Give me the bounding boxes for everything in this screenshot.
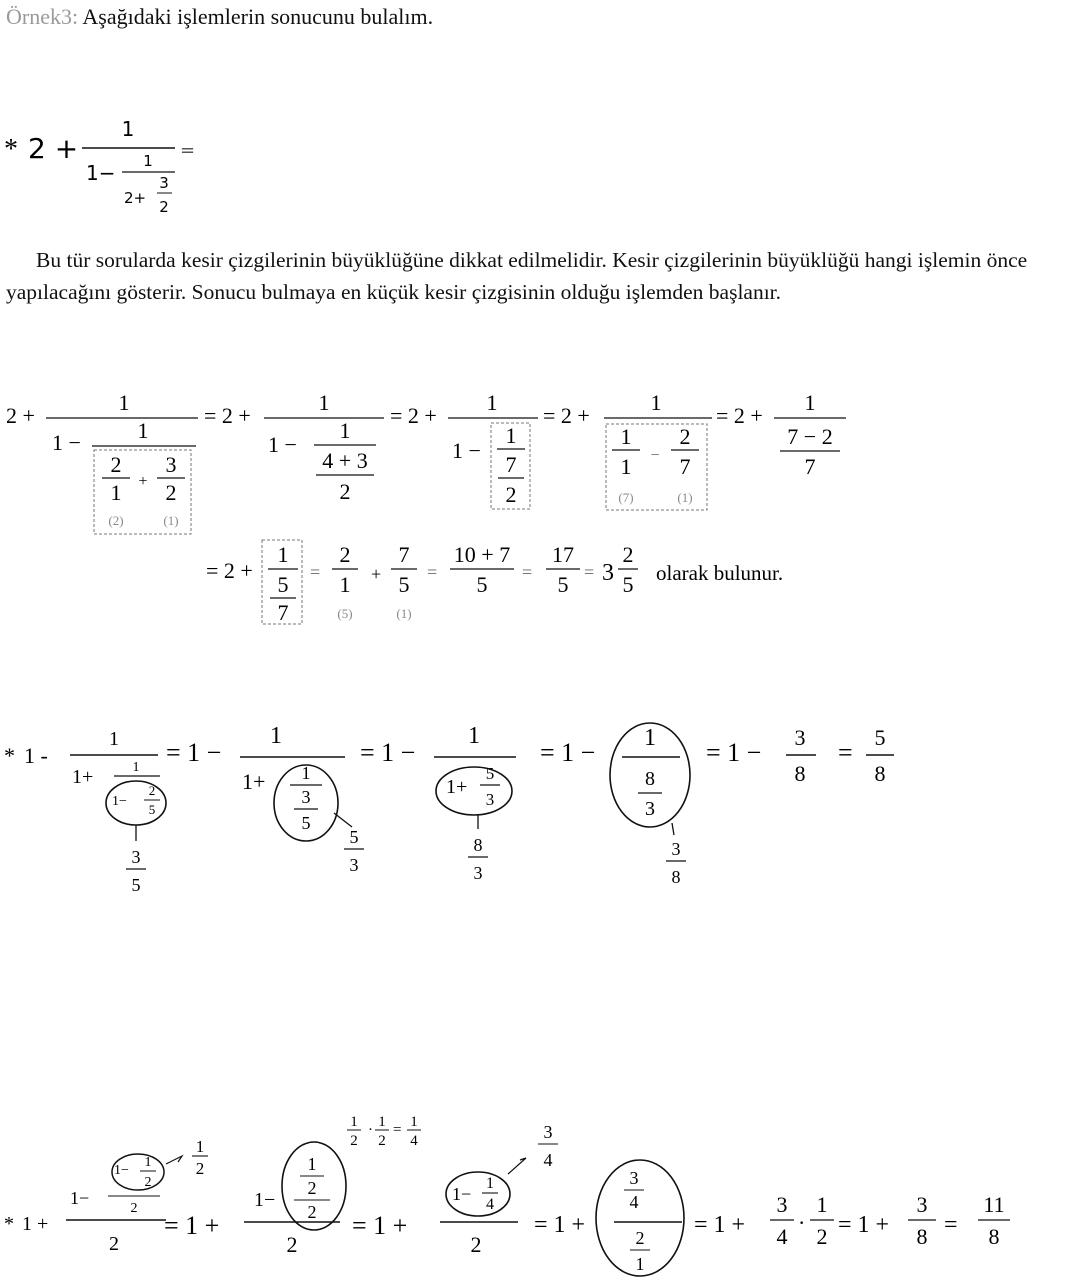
p2-s3-den-num: 5 bbox=[485, 764, 495, 783]
s1-mid: 1 − bbox=[52, 430, 81, 455]
r2-mult2: (1) bbox=[396, 606, 412, 621]
sol1-step4 bbox=[543, 390, 712, 510]
problem2-work bbox=[0, 715, 1080, 905]
p2-s5-den: 8 bbox=[794, 761, 806, 786]
p2-s3-den: 1+ bbox=[446, 776, 468, 798]
explanation-paragraph bbox=[6, 244, 1076, 308]
r2-c-den: 5 bbox=[476, 572, 488, 597]
p1-lead: 2 + bbox=[28, 132, 79, 165]
r2-tail: olarak bulunur. bbox=[656, 561, 784, 585]
p3-c1-num: 1 bbox=[144, 1155, 152, 1170]
example-label-sep: : bbox=[71, 4, 79, 29]
s1-plus: + bbox=[138, 473, 148, 490]
r2-e-den: 5 bbox=[622, 572, 634, 597]
p3-s2-note-p1n: 1 bbox=[350, 1114, 358, 1130]
s4-b-num: 2 bbox=[679, 424, 691, 449]
sol1-step2 bbox=[204, 390, 384, 504]
s5-eq: = 2 + bbox=[716, 403, 763, 428]
s4-a-den: 1 bbox=[620, 454, 632, 479]
p3-s3-a-den: 4 bbox=[486, 1196, 494, 1213]
s2-eq: = 2 + bbox=[204, 403, 251, 428]
p2-s4-num: 1 bbox=[644, 725, 656, 751]
p2-s6-eq: = bbox=[838, 738, 853, 767]
p3-s2-note-p1d: 2 bbox=[350, 1133, 358, 1149]
r2-a-den: 1 bbox=[339, 572, 351, 597]
solution1-row2 bbox=[0, 536, 1080, 636]
p3-s2-note-rd: 4 bbox=[410, 1133, 418, 1149]
p3-s2-note-p2d: 2 bbox=[378, 1133, 386, 1149]
p3-num-lead: 1− bbox=[70, 1188, 90, 1208]
p3-s3-num-lead: 1− bbox=[452, 1184, 472, 1204]
p2-s6-num: 5 bbox=[874, 725, 886, 750]
p2-s3-num: 1 bbox=[468, 723, 480, 749]
s1-num: 1 bbox=[118, 390, 130, 415]
p3-den: 2 bbox=[109, 1233, 119, 1255]
r2-eq2: = bbox=[427, 562, 438, 582]
s2-inner-den-num: 4 + 3 bbox=[322, 448, 368, 473]
r2-c-num: 10 + 7 bbox=[453, 542, 511, 567]
p2-s4-den-den: 3 bbox=[645, 798, 655, 820]
p3-s4-eq: = 1 + bbox=[534, 1212, 586, 1238]
r2-a-num: 2 bbox=[339, 542, 351, 567]
s5-den-num: 7 − 2 bbox=[787, 424, 833, 449]
p3-s4-b-den: 1 bbox=[635, 1254, 645, 1274]
s1-mult1: (2) bbox=[108, 513, 124, 528]
p3-s2-den: 2 bbox=[286, 1232, 298, 1257]
p2-s3-eq: = 1 − bbox=[360, 738, 416, 767]
r2-eq4: = bbox=[584, 562, 595, 582]
s1-lead: 2 + bbox=[6, 403, 35, 428]
p3-s4-b-num: 2 bbox=[635, 1228, 645, 1248]
sol1-step1 bbox=[6, 390, 198, 534]
p3-s2-num-lead: 1− bbox=[254, 1189, 276, 1211]
p3-s6-den: 8 bbox=[916, 1224, 928, 1249]
p2-s2-arrow bbox=[334, 813, 352, 827]
p2-s4-note-den: 8 bbox=[671, 867, 681, 887]
p3-s5-dot: · bbox=[798, 1210, 806, 1235]
p2-s2-a-den: 5 bbox=[301, 813, 311, 833]
problem1-expression bbox=[0, 108, 220, 223]
p1-inner-den-den: 2 bbox=[159, 198, 169, 216]
p2-s4-arrow bbox=[672, 823, 674, 835]
p2-num: 1 bbox=[109, 728, 119, 750]
p3-note1-den: 2 bbox=[195, 1159, 205, 1178]
s4-a-num: 1 bbox=[620, 424, 632, 449]
r2-eq1: = bbox=[310, 562, 321, 582]
r2-b-den: 5 bbox=[398, 572, 410, 597]
s3-num: 1 bbox=[486, 390, 498, 415]
p3-s2-note-dot: · bbox=[368, 1122, 373, 1138]
s3-eq: = 2 + bbox=[390, 403, 437, 428]
p2-s2-num: 1 bbox=[270, 723, 282, 749]
p3-lead: 1 + bbox=[22, 1213, 49, 1235]
p2-s4-den-num: 8 bbox=[645, 768, 655, 790]
sol1-step5 bbox=[716, 390, 846, 479]
p3-s7-den: 8 bbox=[988, 1224, 1000, 1249]
example-label: Örnek3 bbox=[6, 4, 72, 29]
p3-s2-note-eq: = bbox=[393, 1122, 402, 1138]
s2-inner-num: 1 bbox=[339, 418, 351, 443]
p1-star: * bbox=[4, 134, 18, 165]
p2-s6-den: 8 bbox=[874, 761, 886, 786]
s1-a-den: 1 bbox=[110, 480, 122, 505]
s4-eq: = 2 + bbox=[543, 403, 590, 428]
p2-s5-num: 3 bbox=[794, 725, 806, 750]
example-instruction: Aşağıdaki işlemlerin sonucunu bulalım. bbox=[82, 4, 434, 29]
p1-eq: = bbox=[180, 140, 196, 161]
p2-s2-a-num: 3 bbox=[301, 787, 311, 807]
p3-s2-a-num: 1 bbox=[307, 1154, 317, 1174]
s1-b-den: 2 bbox=[165, 480, 177, 505]
p3-c1-lead: 1− bbox=[114, 1163, 129, 1178]
p3-s3-note-den: 4 bbox=[543, 1150, 553, 1170]
p2-s2-note-den: 3 bbox=[349, 855, 359, 875]
p3-s5-eq: = 1 + bbox=[694, 1212, 746, 1238]
p1-num: 1 bbox=[121, 117, 135, 141]
solution1-row1 bbox=[0, 388, 1080, 548]
s1-inner-num: 1 bbox=[137, 418, 149, 443]
p2-inner-num: 1 bbox=[132, 760, 140, 775]
p3-arrow1 bbox=[166, 1156, 182, 1164]
p3-c1-den: 2 bbox=[144, 1175, 152, 1190]
p2-s5-eq: = 1 − bbox=[706, 738, 762, 767]
p2-s2-inner-num: 1 bbox=[301, 763, 311, 783]
p3-star: * bbox=[4, 1213, 14, 1235]
s1-b-num: 3 bbox=[165, 452, 177, 477]
p1-inner-den-lead: 2+ bbox=[124, 189, 147, 207]
p2-inner-den-num: 2 bbox=[148, 783, 156, 798]
p3-s5-a-den: 4 bbox=[776, 1224, 788, 1249]
p2-inner-den: 1− bbox=[112, 794, 127, 809]
p3-s3-note-num: 3 bbox=[543, 1122, 553, 1142]
r2-d-den: 5 bbox=[557, 572, 569, 597]
p3-s3-a-num: 1 bbox=[486, 1175, 494, 1192]
p3-s4-a-den: 4 bbox=[629, 1192, 639, 1212]
s4-b-den: 7 bbox=[679, 454, 691, 479]
p3-s5-b-den: 2 bbox=[816, 1224, 828, 1249]
p2-lead: 1 - bbox=[24, 743, 48, 768]
r2-lead: = 2 + bbox=[206, 558, 253, 583]
s1-mult2: (1) bbox=[163, 513, 179, 528]
p3-s6-num: 3 bbox=[916, 1192, 928, 1217]
r2-e-num: 2 bbox=[622, 542, 634, 567]
p3-den-small: 2 bbox=[130, 1201, 138, 1216]
s1-a-num: 2 bbox=[110, 452, 122, 477]
p2-star: * bbox=[4, 743, 15, 768]
p2-s2-note-num: 5 bbox=[349, 827, 359, 847]
p3-s5-a-num: 3 bbox=[776, 1192, 788, 1217]
r2-den-den: 7 bbox=[277, 600, 289, 625]
s4-minus: − bbox=[650, 447, 660, 464]
p2-s2-eq: = 1 − bbox=[166, 738, 222, 767]
p3-s3-den: 2 bbox=[470, 1232, 482, 1257]
s3-inner-num: 1 bbox=[505, 423, 517, 448]
p2-s3-note-den: 3 bbox=[473, 863, 483, 883]
s4-num: 1 bbox=[650, 390, 662, 415]
s2-mid: 1 − bbox=[268, 432, 297, 457]
s5-den-den: 7 bbox=[804, 454, 816, 479]
p3-s2-a-den: 2 bbox=[307, 1178, 317, 1198]
p1-inner-num: 1 bbox=[143, 152, 153, 170]
s2-inner-den-den: 2 bbox=[339, 479, 351, 504]
p3-s5-b-num: 1 bbox=[816, 1192, 828, 1217]
p3-s6-eq: = 1 + bbox=[838, 1212, 890, 1238]
p2-s3-den-den: 3 bbox=[485, 790, 495, 809]
p2-s3-note-num: 8 bbox=[473, 835, 483, 855]
p2-s4-eq: = 1 − bbox=[540, 738, 596, 767]
p2-note1-den: 5 bbox=[131, 875, 141, 895]
p3-s7-num: 11 bbox=[983, 1192, 1005, 1217]
p3-s3-arrow bbox=[508, 1158, 526, 1174]
s5-num: 1 bbox=[804, 390, 816, 415]
sol1-step3 bbox=[390, 390, 538, 509]
s4-mult1: (7) bbox=[618, 490, 634, 505]
p3-s3-eq: = 1 + bbox=[352, 1211, 408, 1240]
p3-s2-eq: = 1 + bbox=[164, 1211, 220, 1240]
p2-inner-den-den: 5 bbox=[148, 802, 156, 817]
p2-den-lead: 1+ bbox=[72, 766, 94, 788]
s3-mid: 1 − bbox=[452, 438, 481, 463]
p3-s7-eq: = bbox=[944, 1212, 958, 1238]
r2-num: 1 bbox=[277, 542, 289, 567]
p3-s2-note bbox=[347, 1114, 421, 1149]
p2-note1-num: 3 bbox=[131, 847, 141, 867]
r2-whole: 3 bbox=[602, 560, 614, 586]
p3-s4-a-num: 3 bbox=[629, 1168, 639, 1188]
problem3-work bbox=[0, 1108, 1080, 1284]
p3-note1-num: 1 bbox=[195, 1137, 205, 1156]
r2-b-num: 7 bbox=[398, 542, 410, 567]
s3-inner-den-num: 7 bbox=[505, 452, 517, 477]
p3-s2-note-p2n: 1 bbox=[378, 1114, 386, 1130]
r2-d-num: 17 bbox=[552, 542, 574, 567]
s4-mult2: (1) bbox=[677, 490, 693, 505]
r2-den-num: 5 bbox=[277, 572, 289, 597]
p2-s2-den-lead: 1+ bbox=[242, 769, 266, 794]
p3-s2-a-den2: 2 bbox=[307, 1202, 317, 1222]
p1-mid: 1− bbox=[86, 161, 116, 185]
s2-num: 1 bbox=[318, 390, 330, 415]
example-heading bbox=[6, 4, 433, 30]
r2-eq3: = bbox=[522, 562, 533, 582]
p3-s2-note-rn: 1 bbox=[410, 1114, 418, 1130]
s3-inner-den-den: 2 bbox=[505, 482, 517, 507]
p2-s4-note-num: 3 bbox=[671, 839, 681, 859]
explanation-text: Bu tür sorularda kesir çizgilerinin büyüklüğüne dikkat edilmelidir. Kesir çizgilerinin büyüklüğü hangi işlemin önce yapılacağını gösterir. Sonucu bulmaya en küçük kesir çizgisinin olduğu işlemden başlanır. bbox=[6, 248, 1028, 304]
r2-plus: + bbox=[371, 564, 382, 584]
r2-mult1: (5) bbox=[337, 606, 353, 621]
p1-inner-den-num: 3 bbox=[159, 174, 169, 192]
